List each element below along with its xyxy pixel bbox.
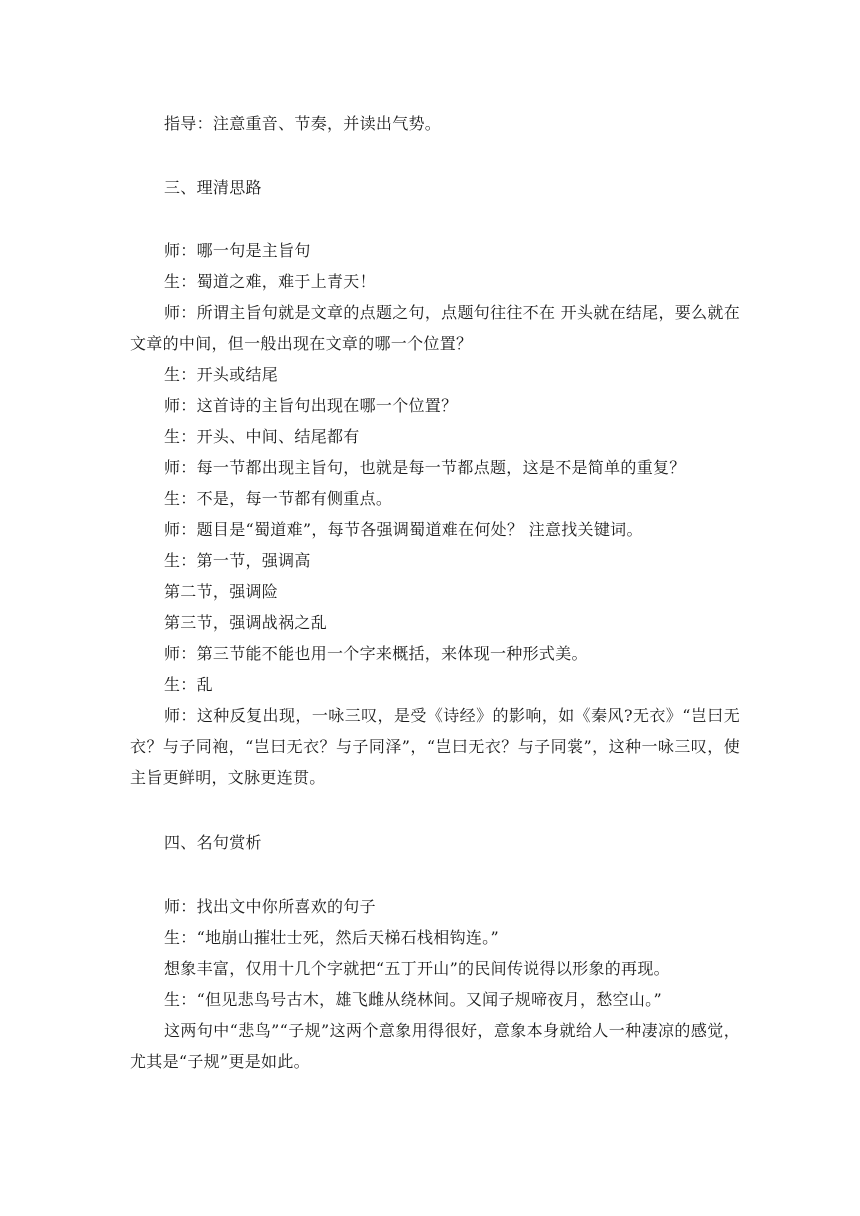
dialogue-paragraph: 师：这种反复出现，一咏三叹，是受《诗经》的影响，如《秦风?无衣》“岂曰无衣？与子同袍，“岂曰无衣？与子同泽”，“岂曰无衣？与子同裳”，这种一咏三叹，使主旨更鲜明，文脉更连贯。 (130, 706, 740, 787)
dialogue-line: 生：“地崩山摧壮士死，然后天梯石栈相钩连。” (164, 928, 499, 947)
dialogue-line: 师：每一节都出现主旨句，也就是每一节都点题，这是不是简单的重复？ (164, 458, 686, 477)
dialogue-line: 师：哪一句是主旨句 (164, 241, 311, 260)
paragraph-guidance: 指导：注意重音、节奏，并读出气势。 (164, 114, 442, 133)
dialogue-line: 生：“但见悲鸟号古木，雄飞雌从绕林间。又闻子规啼夜月，愁空山。” (164, 990, 662, 1009)
commentary-line: 想象丰富，仅用十几个字就把“五丁开山”的民间传说得以形象的再现。 (164, 959, 670, 978)
commentary-paragraph: 这两句中“悲鸟”“子规”这两个意象用得很好，意象本身就给人一种凄凉的感觉，尤其是“子规”更是如此。 (130, 1021, 740, 1071)
section-heading-3: 三、理清思路 (164, 178, 262, 197)
dialogue-line: 第二节，强调险 (164, 582, 279, 601)
dialogue-paragraph: 师：所谓主旨句就是文章的点题之句，点题句往往不在 开头就在结尾，要么就在文章的中间，但一般出现在文章的哪一个位置？ (130, 303, 740, 353)
dialogue-line: 师：找出文中你所喜欢的句子 (164, 897, 376, 916)
dialogue-line: 第三节，强调战祸之乱 (164, 613, 328, 632)
dialogue-line: 生：乱 (164, 675, 213, 694)
dialogue-line: 师：这首诗的主旨句出现在哪一个位置？ (164, 396, 458, 415)
dialogue-line: 生：蜀道之难，难于上青天！ (164, 272, 376, 291)
dialogue-line: 生：开头或结尾 (164, 365, 279, 384)
dialogue-line: 师：题目是“蜀道难”，每节各强调蜀道难在何处？ 注意找关键词。 (164, 520, 643, 539)
dialogue-line: 生：开头、中间、结尾都有 (164, 427, 360, 446)
dialogue-line: 生：第一节，强调高 (164, 551, 311, 570)
dialogue-line: 师：第三节能不能也用一个字来概括，来体现一种形式美。 (164, 644, 588, 663)
section-heading-4: 四、名句赏析 (164, 833, 262, 852)
dialogue-line: 生：不是，每一节都有侧重点。 (164, 489, 393, 508)
